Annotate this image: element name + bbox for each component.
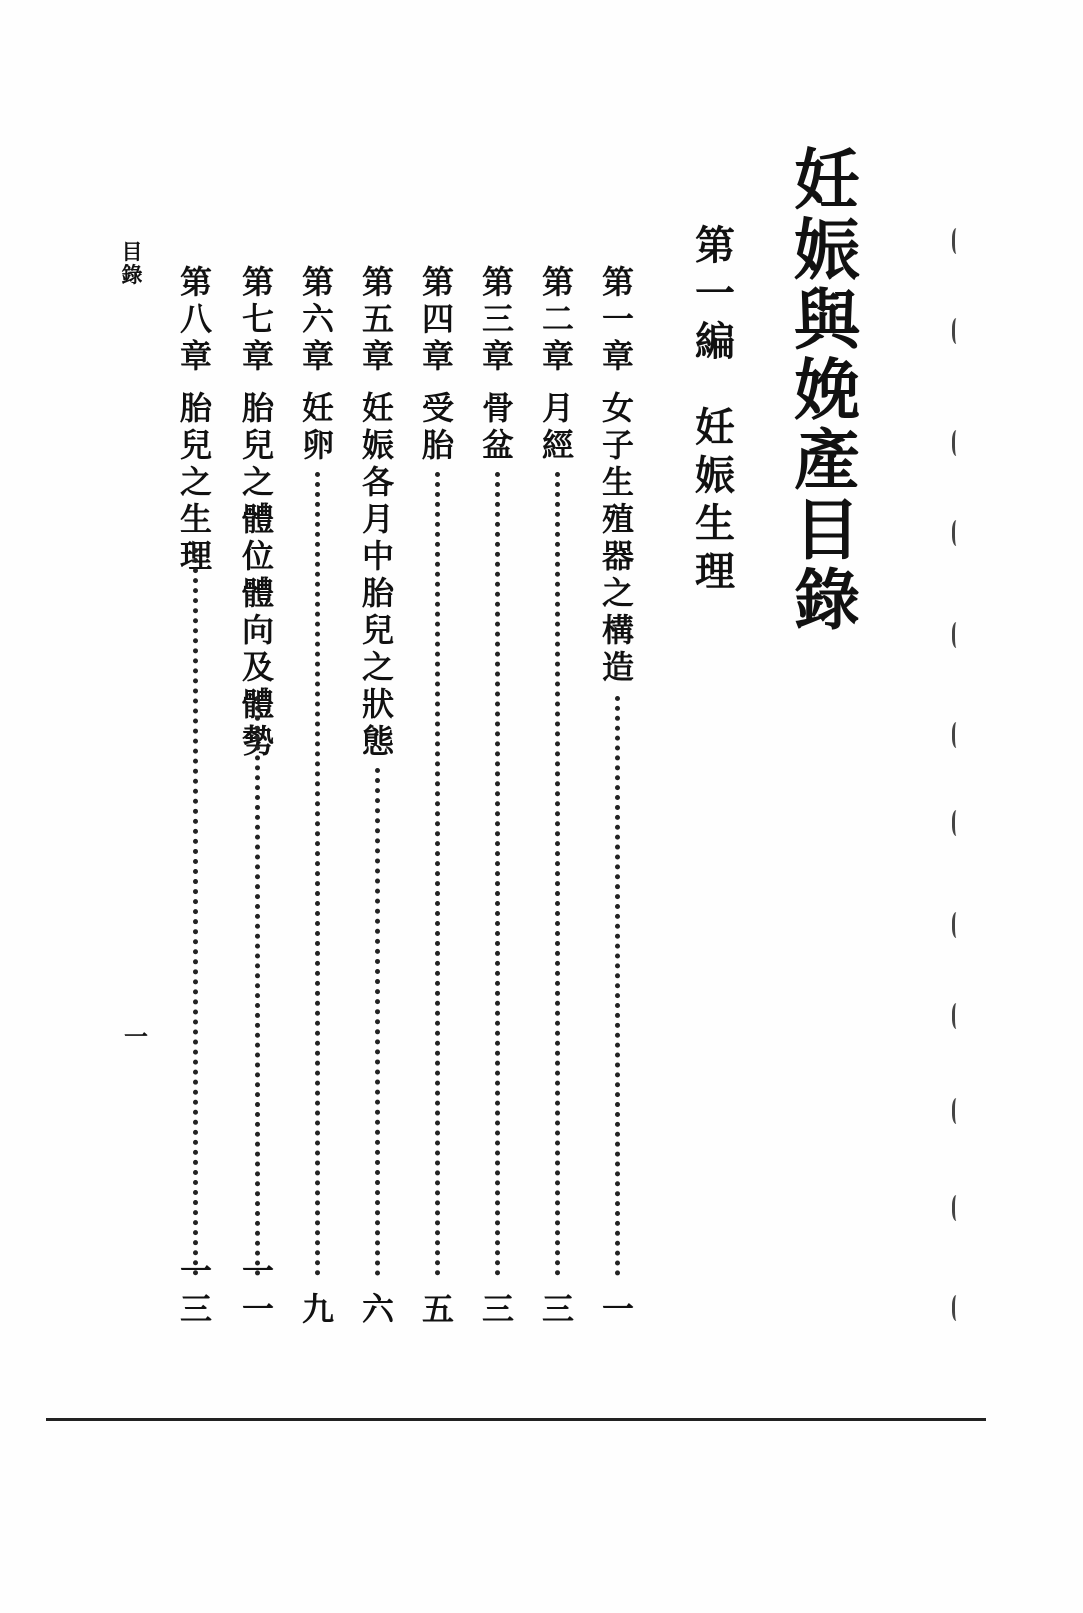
chapter-page: 三 (541, 1290, 574, 1328)
scan-edge-mark (952, 228, 963, 254)
chapter-page: 五 (421, 1290, 454, 1328)
scan-edge-mark (952, 1195, 963, 1221)
chapter-number: 第八章 (179, 263, 212, 375)
dot-leader (495, 472, 500, 1276)
chapter-number: 第六章 (301, 263, 334, 375)
part-title: 妊娠生理 (695, 404, 735, 595)
bottom-rule (46, 1418, 986, 1421)
scan-edge-mark (952, 520, 963, 546)
chapter-number: 第四章 (421, 263, 454, 375)
dot-leader (375, 768, 380, 1276)
chapter-page: 六 (361, 1290, 394, 1328)
scan-edge-mark (952, 318, 963, 344)
toc-entry[interactable] (298, 264, 338, 1328)
toc-entry[interactable] (238, 264, 278, 1328)
toc-entry[interactable] (478, 264, 518, 1328)
chapter-title: 月經 (541, 389, 574, 464)
dot-leader (255, 696, 260, 1276)
toc-entry[interactable] (358, 264, 398, 1328)
scan-edge-mark (952, 912, 963, 938)
running-head: 目錄 (121, 239, 143, 287)
chapter-title: 骨盆 (481, 389, 514, 464)
toc-entry[interactable] (418, 264, 458, 1328)
scan-edge-mark (952, 722, 963, 748)
scan-edge-mark (952, 810, 963, 836)
toc-entry[interactable] (598, 264, 638, 1328)
chapter-number: 第三章 (481, 263, 514, 375)
chapter-number: 第二章 (541, 263, 574, 375)
chapter-title: 受胎 (421, 389, 454, 464)
scan-edge-mark (952, 430, 963, 456)
chapter-page: 三 (481, 1290, 514, 1328)
chapter-title: 妊卵 (301, 389, 334, 464)
dot-leader (193, 548, 198, 1276)
chapter-title: 胎兒之體位體向及體勢 (241, 389, 274, 760)
chapter-title: 胎兒之生理 (179, 389, 212, 575)
part-label: 第一編 (695, 222, 735, 365)
dot-leader (315, 472, 320, 1276)
scan-edge-mark (952, 1098, 963, 1124)
page-number: 一 (124, 1022, 148, 1051)
chapter-page: 一一 (241, 1252, 274, 1328)
book-title: 妊娠與娩產目錄 (794, 141, 860, 639)
chapter-number: 第五章 (361, 263, 394, 375)
chapter-number: 第七章 (241, 263, 274, 375)
scan-edge-mark (952, 1003, 963, 1029)
scan-edge-mark (952, 622, 963, 648)
toc-entry[interactable] (538, 264, 578, 1328)
chapter-number: 第一章 (601, 263, 634, 375)
dot-leader (435, 472, 440, 1276)
dot-leader (555, 472, 560, 1276)
chapter-title: 女子生殖器之構造 (601, 389, 634, 686)
chapter-page: 一三 (179, 1252, 212, 1328)
toc-entry[interactable] (176, 264, 216, 1328)
scan-edge-mark (952, 1295, 963, 1321)
dot-leader (615, 696, 620, 1276)
part-heading (690, 222, 740, 596)
chapter-page: 九 (301, 1290, 334, 1328)
chapter-title: 妊娠各月中胎兒之狀態 (361, 389, 394, 760)
chapter-page: 一 (601, 1290, 634, 1328)
